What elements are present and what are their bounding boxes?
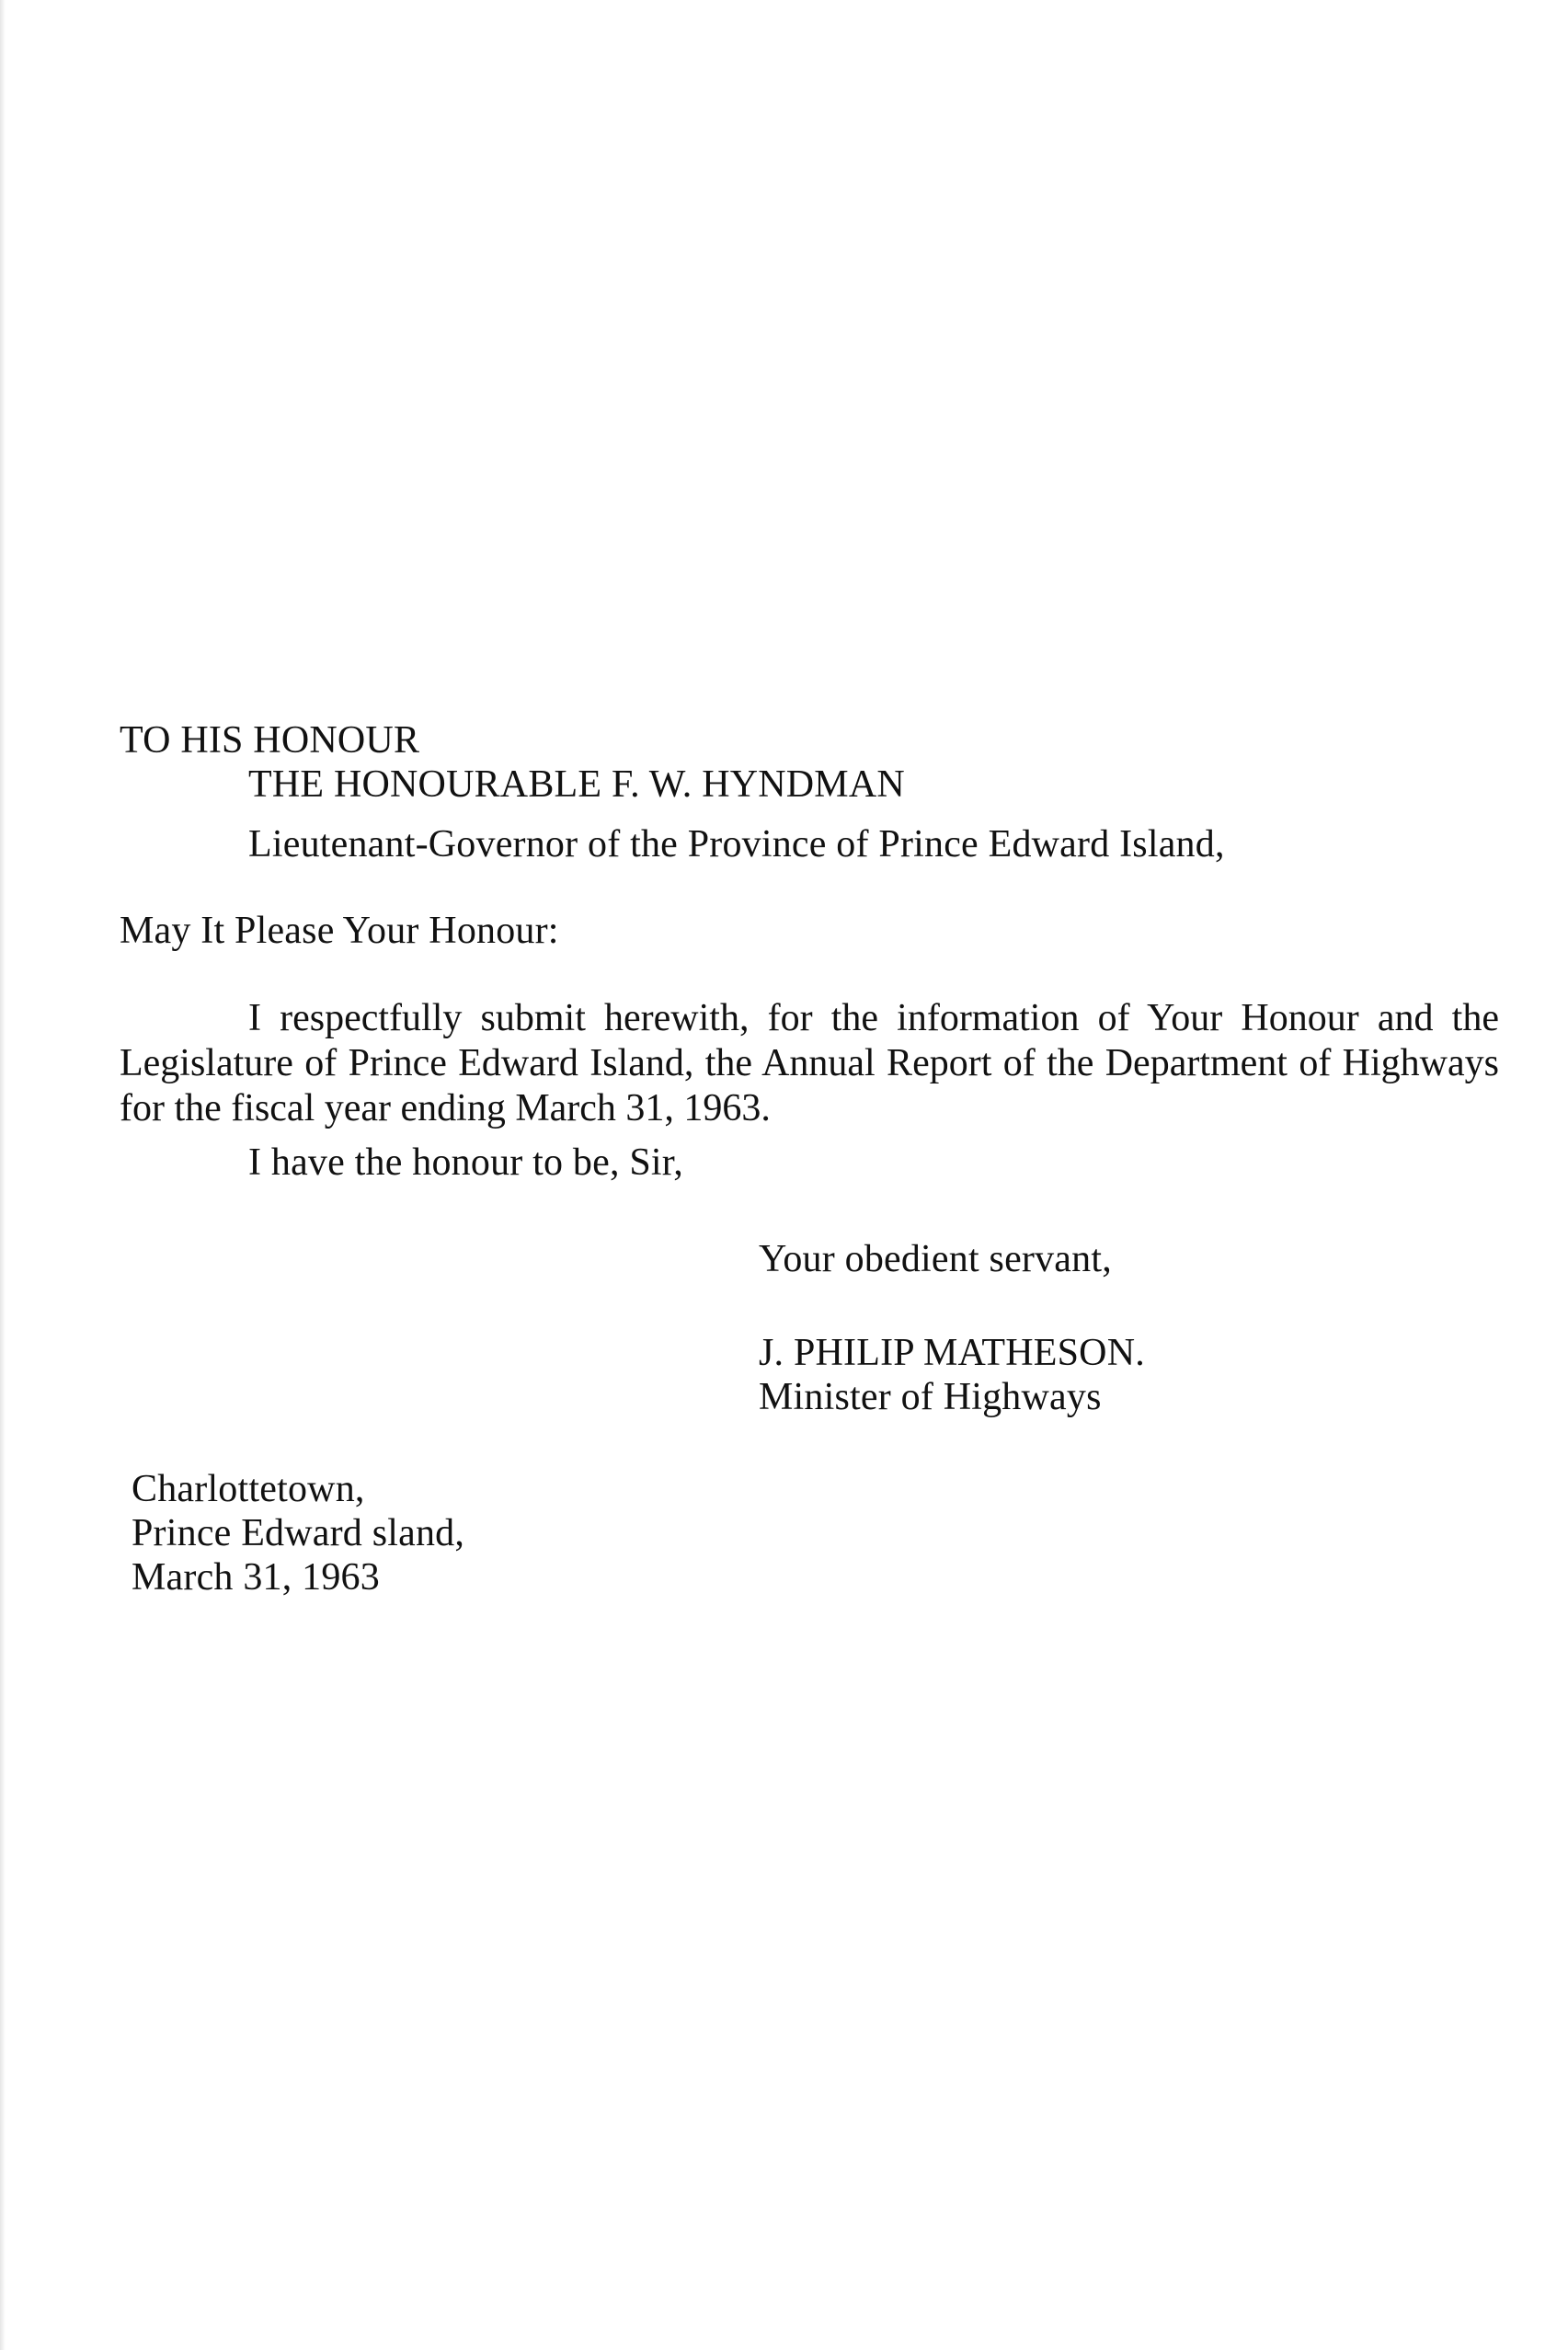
place-line-1: Charlottetown, xyxy=(132,1468,365,1510)
address-line-3: Lieutenant-Governor of the Province of Prince Edward Island, xyxy=(248,823,1225,865)
place-line-2: Prince Edward sland, xyxy=(132,1512,465,1554)
valediction: Your obedient servant, xyxy=(759,1238,1112,1280)
address-line-1: TO HIS HONOUR xyxy=(120,719,420,762)
body-paragraph: I respectfully submit herewith, for the information of Your Honour and the Legislature of Prince Edward Island, the Annual Report of the Department of Highways for the fiscal year ending March 31, 1963. xyxy=(120,997,1499,1129)
date-line: March 31, 1963 xyxy=(132,1556,380,1599)
signatory-title: Minister of Highways xyxy=(759,1376,1102,1418)
page-edge xyxy=(0,0,6,2350)
closing-line: I have the honour to be, Sir, xyxy=(248,1141,684,1184)
salutation: May It Please Your Honour: xyxy=(120,910,559,952)
signatory-name: J. PHILIP MATHESON. xyxy=(759,1332,1145,1374)
address-line-2: THE HONOURABLE F. W. HYNDMAN xyxy=(248,763,905,806)
